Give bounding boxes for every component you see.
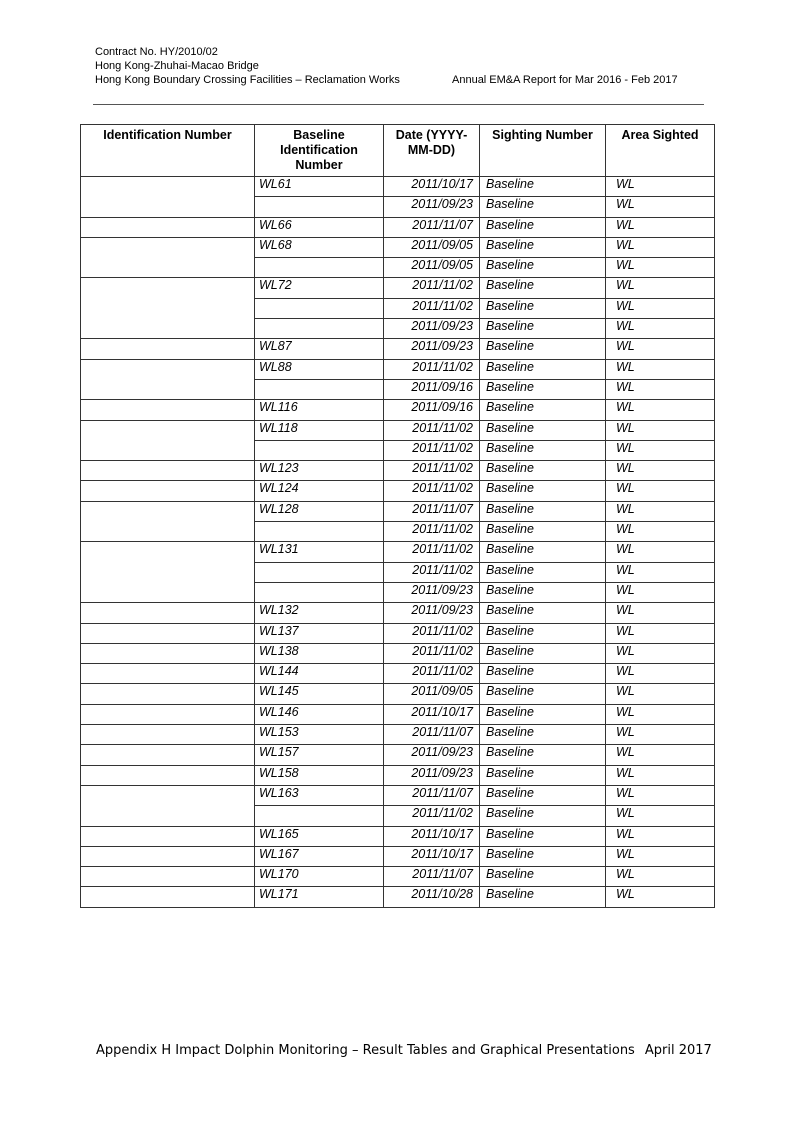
date-cell: 2011/09/23 — [384, 582, 480, 602]
sighting-number-cell: Baseline — [480, 319, 606, 339]
date-cell: 2011/09/05 — [384, 258, 480, 278]
area-sighted-cell: WL — [606, 725, 715, 745]
date-cell: 2011/10/17 — [384, 846, 480, 866]
date-cell: 2011/09/16 — [384, 379, 480, 399]
table-row — [81, 623, 715, 643]
identification-number-cell — [81, 217, 255, 237]
footer-text: Appendix H Impact Dolphin Monitoring – Result Tables and Graphical Presentations — [96, 1043, 635, 1058]
baseline-id-cell: WL87 — [255, 339, 384, 359]
sighting-number-cell: Baseline — [480, 765, 606, 785]
date-cell: 2011/11/02 — [384, 481, 480, 501]
area-sighted-cell: WL — [606, 278, 715, 298]
column-header: Identification Number — [81, 125, 255, 177]
baseline-id-cell: WL123 — [255, 461, 384, 481]
sighting-number-cell: Baseline — [480, 846, 606, 866]
identification-number-cell — [81, 643, 255, 663]
footer-date: April 2017 — [644, 1043, 712, 1058]
baseline-id-cell: WL116 — [255, 400, 384, 420]
area-sighted-cell: WL — [606, 339, 715, 359]
sighting-number-cell: Baseline — [480, 258, 606, 278]
baseline-id-cell: WL138 — [255, 643, 384, 663]
sighting-number-cell: Baseline — [480, 745, 606, 765]
sighting-number-cell: Baseline — [480, 237, 606, 257]
identification-number-cell — [81, 501, 255, 542]
identification-number-cell — [81, 339, 255, 359]
identification-number-cell — [81, 765, 255, 785]
baseline-id-cell: WL88 — [255, 359, 384, 379]
sighting-number-cell: Baseline — [480, 298, 606, 318]
baseline-id-cell: WL146 — [255, 704, 384, 724]
date-cell: 2011/11/07 — [384, 867, 480, 887]
identification-number-cell — [81, 846, 255, 866]
date-cell: 2011/11/02 — [384, 440, 480, 460]
baseline-id-cell — [255, 379, 384, 399]
date-cell: 2011/11/02 — [384, 664, 480, 684]
project-name: Hong Kong-Zhuhai-Macao Bridge — [95, 60, 259, 72]
column-header: Date (YYYY-MM-DD) — [384, 125, 480, 177]
sighting-number-cell: Baseline — [480, 664, 606, 684]
table-row — [81, 867, 715, 887]
baseline-id-cell: WL158 — [255, 765, 384, 785]
table-header-row — [81, 125, 715, 177]
header-divider — [93, 104, 704, 105]
page-footer — [96, 1043, 712, 1058]
sighting-number-cell: Baseline — [480, 826, 606, 846]
baseline-id-cell: WL72 — [255, 278, 384, 298]
results-table — [80, 124, 715, 908]
identification-number-cell — [81, 237, 255, 278]
baseline-id-cell: WL68 — [255, 237, 384, 257]
date-cell: 2011/11/02 — [384, 806, 480, 826]
identification-number-cell — [81, 867, 255, 887]
baseline-id-cell — [255, 522, 384, 542]
table-row — [81, 237, 715, 257]
table-body — [81, 177, 715, 908]
baseline-id-cell: WL171 — [255, 887, 384, 907]
sighting-number-cell: Baseline — [480, 440, 606, 460]
date-cell: 2011/09/23 — [384, 197, 480, 217]
sighting-number-cell: Baseline — [480, 542, 606, 562]
baseline-id-cell: WL157 — [255, 745, 384, 765]
table-row — [81, 684, 715, 704]
baseline-id-cell — [255, 298, 384, 318]
identification-number-cell — [81, 461, 255, 481]
table-row — [81, 846, 715, 866]
baseline-id-cell: WL170 — [255, 867, 384, 887]
baseline-id-cell — [255, 806, 384, 826]
sighting-number-cell: Baseline — [480, 623, 606, 643]
date-cell: 2011/09/23 — [384, 319, 480, 339]
date-cell: 2011/11/07 — [384, 217, 480, 237]
table-row — [81, 643, 715, 663]
area-sighted-cell: WL — [606, 522, 715, 542]
area-sighted-cell: WL — [606, 562, 715, 582]
date-cell: 2011/09/23 — [384, 765, 480, 785]
area-sighted-cell: WL — [606, 765, 715, 785]
date-cell: 2011/10/17 — [384, 704, 480, 724]
area-sighted-cell: WL — [606, 826, 715, 846]
area-sighted-cell: WL — [606, 887, 715, 907]
table-row — [81, 664, 715, 684]
area-sighted-cell: WL — [606, 197, 715, 217]
baseline-id-cell — [255, 197, 384, 217]
area-sighted-cell: WL — [606, 542, 715, 562]
sighting-number-cell: Baseline — [480, 582, 606, 602]
table-row — [81, 704, 715, 724]
area-sighted-cell: WL — [606, 664, 715, 684]
sighting-number-cell: Baseline — [480, 562, 606, 582]
baseline-id-cell: WL137 — [255, 623, 384, 643]
identification-number-cell — [81, 664, 255, 684]
area-sighted-cell: WL — [606, 704, 715, 724]
table-row — [81, 887, 715, 907]
table-row — [81, 725, 715, 745]
area-sighted-cell: WL — [606, 319, 715, 339]
area-sighted-cell: WL — [606, 177, 715, 197]
baseline-id-cell: WL128 — [255, 501, 384, 521]
date-cell: 2011/10/28 — [384, 887, 480, 907]
sighting-number-cell: Baseline — [480, 704, 606, 724]
date-cell: 2011/11/02 — [384, 420, 480, 440]
date-cell: 2011/11/07 — [384, 725, 480, 745]
baseline-id-cell: WL131 — [255, 542, 384, 562]
area-sighted-cell: WL — [606, 217, 715, 237]
area-sighted-cell: WL — [606, 481, 715, 501]
baseline-id-cell: WL132 — [255, 603, 384, 623]
area-sighted-cell: WL — [606, 461, 715, 481]
sighting-number-cell: Baseline — [480, 501, 606, 521]
area-sighted-cell: WL — [606, 603, 715, 623]
sighting-number-cell: Baseline — [480, 400, 606, 420]
table-row — [81, 278, 715, 298]
table-row — [81, 420, 715, 440]
table-row — [81, 542, 715, 562]
baseline-id-cell: WL61 — [255, 177, 384, 197]
sighting-number-cell: Baseline — [480, 481, 606, 501]
sighting-number-cell: Baseline — [480, 785, 606, 805]
area-sighted-cell: WL — [606, 237, 715, 257]
date-cell: 2011/11/02 — [384, 542, 480, 562]
area-sighted-cell: WL — [606, 867, 715, 887]
date-cell: 2011/11/02 — [384, 522, 480, 542]
identification-number-cell — [81, 542, 255, 603]
area-sighted-cell: WL — [606, 258, 715, 278]
date-cell: 2011/09/23 — [384, 339, 480, 359]
date-cell: 2011/11/02 — [384, 298, 480, 318]
area-sighted-cell: WL — [606, 846, 715, 866]
identification-number-cell — [81, 745, 255, 765]
table-row — [81, 501, 715, 521]
date-cell: 2011/11/02 — [384, 359, 480, 379]
sighting-number-cell: Baseline — [480, 461, 606, 481]
identification-number-cell — [81, 359, 255, 400]
baseline-id-cell: WL153 — [255, 725, 384, 745]
sighting-number-cell: Baseline — [480, 379, 606, 399]
area-sighted-cell: WL — [606, 359, 715, 379]
table-row — [81, 339, 715, 359]
date-cell: 2011/09/05 — [384, 237, 480, 257]
sighting-number-cell: Baseline — [480, 887, 606, 907]
identification-number-cell — [81, 177, 255, 218]
date-cell: 2011/11/02 — [384, 623, 480, 643]
sighting-number-cell: Baseline — [480, 643, 606, 663]
area-sighted-cell: WL — [606, 643, 715, 663]
date-cell: 2011/11/07 — [384, 785, 480, 805]
page-header — [95, 45, 678, 87]
sighting-number-cell: Baseline — [480, 197, 606, 217]
table-row — [81, 603, 715, 623]
baseline-id-cell — [255, 582, 384, 602]
area-sighted-cell: WL — [606, 582, 715, 602]
identification-number-cell — [81, 420, 255, 461]
area-sighted-cell: WL — [606, 501, 715, 521]
area-sighted-cell: WL — [606, 745, 715, 765]
table-row — [81, 217, 715, 237]
area-sighted-cell: WL — [606, 623, 715, 643]
column-header: Area Sighted — [606, 125, 715, 177]
date-cell: 2011/11/07 — [384, 501, 480, 521]
identification-number-cell — [81, 400, 255, 420]
table-row — [81, 359, 715, 379]
area-sighted-cell: WL — [606, 298, 715, 318]
baseline-id-cell — [255, 319, 384, 339]
date-cell: 2011/09/23 — [384, 745, 480, 765]
sighting-number-cell: Baseline — [480, 420, 606, 440]
date-cell: 2011/09/23 — [384, 603, 480, 623]
area-sighted-cell: WL — [606, 420, 715, 440]
identification-number-cell — [81, 887, 255, 907]
table-row — [81, 745, 715, 765]
baseline-id-cell — [255, 562, 384, 582]
identification-number-cell — [81, 725, 255, 745]
identification-number-cell — [81, 481, 255, 501]
baseline-id-cell: WL145 — [255, 684, 384, 704]
table-row — [81, 826, 715, 846]
table-row — [81, 177, 715, 197]
column-header: Sighting Number — [480, 125, 606, 177]
baseline-id-cell — [255, 440, 384, 460]
date-cell: 2011/10/17 — [384, 826, 480, 846]
baseline-id-cell: WL124 — [255, 481, 384, 501]
sighting-number-cell: Baseline — [480, 522, 606, 542]
identification-number-cell — [81, 785, 255, 826]
table-row — [81, 481, 715, 501]
report-title: Annual EM&A Report for Mar 2016 - Feb 2017 — [452, 74, 678, 86]
table-row — [81, 400, 715, 420]
baseline-id-cell — [255, 258, 384, 278]
area-sighted-cell: WL — [606, 785, 715, 805]
sighting-number-cell: Baseline — [480, 867, 606, 887]
area-sighted-cell: WL — [606, 684, 715, 704]
identification-number-cell — [81, 278, 255, 339]
identification-number-cell — [81, 603, 255, 623]
date-cell: 2011/11/02 — [384, 643, 480, 663]
baseline-id-cell: WL167 — [255, 846, 384, 866]
date-cell: 2011/10/17 — [384, 177, 480, 197]
identification-number-cell — [81, 684, 255, 704]
date-cell: 2011/11/02 — [384, 278, 480, 298]
area-sighted-cell: WL — [606, 440, 715, 460]
area-sighted-cell: WL — [606, 400, 715, 420]
date-cell: 2011/11/02 — [384, 562, 480, 582]
sighting-number-cell: Baseline — [480, 684, 606, 704]
baseline-id-cell: WL165 — [255, 826, 384, 846]
table-row — [81, 785, 715, 805]
date-cell: 2011/09/05 — [384, 684, 480, 704]
identification-number-cell — [81, 704, 255, 724]
date-cell: 2011/09/16 — [384, 400, 480, 420]
sighting-number-cell: Baseline — [480, 806, 606, 826]
identification-number-cell — [81, 826, 255, 846]
sighting-number-cell: Baseline — [480, 603, 606, 623]
sighting-number-cell: Baseline — [480, 278, 606, 298]
sighting-number-cell: Baseline — [480, 339, 606, 359]
area-sighted-cell: WL — [606, 379, 715, 399]
area-sighted-cell: WL — [606, 806, 715, 826]
sighting-number-cell: Baseline — [480, 359, 606, 379]
sighting-number-cell: Baseline — [480, 177, 606, 197]
identification-number-cell — [81, 623, 255, 643]
table-row — [81, 765, 715, 785]
sighting-number-cell: Baseline — [480, 217, 606, 237]
baseline-id-cell: WL66 — [255, 217, 384, 237]
column-header: Baseline Identification Number — [255, 125, 384, 177]
contract-number: Contract No. HY/2010/02 — [95, 46, 218, 58]
facilities-name: Hong Kong Boundary Crossing Facilities – Reclamation Works — [95, 74, 400, 86]
table-row — [81, 461, 715, 481]
sighting-number-cell: Baseline — [480, 725, 606, 745]
baseline-id-cell: WL118 — [255, 420, 384, 440]
baseline-id-cell: WL144 — [255, 664, 384, 684]
date-cell: 2011/11/02 — [384, 461, 480, 481]
baseline-id-cell: WL163 — [255, 785, 384, 805]
